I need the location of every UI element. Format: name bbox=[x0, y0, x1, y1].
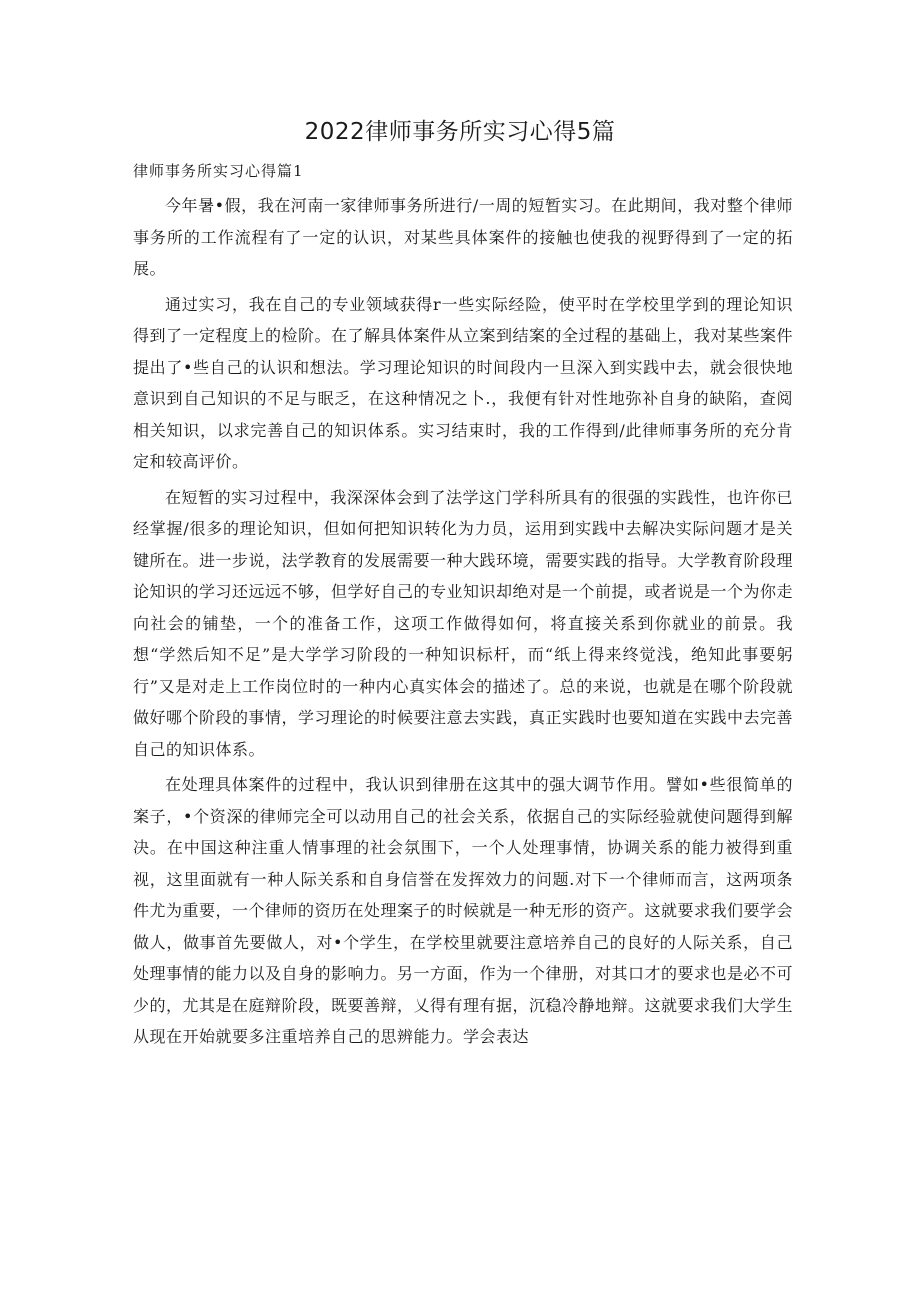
section-heading: 律师事务所实习心得篇1 bbox=[133, 162, 304, 180]
paragraph: 在短暂的实习过程中，我深深体会到了法学这门学科所具有的很强的实践性，也许你已经掌握/很多的理论知识，但如何把知识转化为力员，运用到实践中去解决实际问题才是关键所在。进一步说，法学教育的发展需要一种大践环境，需要实践的指导。大学教育阶段理论知识的学习还远远不够，但学好自己的专业知识却绝对是一个前提，或者说是一个为你走向社会的铺垫，一个的准备工作，这项工作做得如何，将直接关系到你就业的前景。我想“学然后知不足”是大学学习阶段的一种知识标杆，而“纸上得来终觉浅，绝知此事要躬行”又是对走上工作岗位时的一种内心真实体会的描述了。总的来说，也就是在哪个阶段就做好哪个阶段的事情，学习理论的时候要注意去实践，真正实践时也要知道在实践中去完善自己的知识体系。 bbox=[133, 487, 794, 759]
document-title: 2022律师事务所实习心得5篇 bbox=[304, 119, 616, 145]
paragraph: 今年暑•假，我在河南一家律师事务所进行/一周的短暂实习。在此期间，我对整个律师事务所的工作流程有了一定的认识，对某些具体案件的接触也使我的视野得到了一定的拓展。 bbox=[133, 196, 793, 278]
paragraph: 通过实习，我在自己的专业领域获得r一些实际经险，使平时在学校里学到的理论知识得到了一定程度上的检阶。在了解具体案件从立案到结案的全过程的基础上，我对某些案件提出了•些自己的认识和想法。学习理论知识的时间段内一旦深入到实践中去，就会很快地意识到自己知识的不足与眠乏，在这种情况之卜.，我便有针对性地弥补自身的缺陷，查阅相关知识，以求完善自己的知识体系。实习结束时，我的工作得到/此律师事务所的充分肯定和较高评价。 bbox=[133, 294, 794, 471]
body-text bbox=[133, 190, 793, 1057]
paragraph: 在处理具体案件的过程中，我认识到律册在这其中的强大调节作用。譬如•些很简单的案子，•个资深的律师完全可以动用自己的社会关系，依据自己的实际经验就使问题得到解决。在中国这种注重人情事理的社会氛围下，一个人处理事情，协调关系的能力被得到重视，这里面就有一种人际关系和自身信誉在发挥效力的问题.对下一个律师而言，这两项条件尤为重要，一个律师的资历在处理案子的时候就是一种无形的资产。这就要求我们要学会做人，做事首先要做人，对•个学生，在学校里就要注意培养自己的良好的人际关系，自己处理事情的能力以及自身的影响力。另一方面，作为一个律册，对其口才的要求也是必不可少的，尤其是在庭辩阶段，既要善辩，乂得有理有据，沉稳冷静地辩。这就要求我们大学生从现在开始就要多注重培养自己的思辨能力。学会表达 bbox=[133, 775, 794, 1046]
